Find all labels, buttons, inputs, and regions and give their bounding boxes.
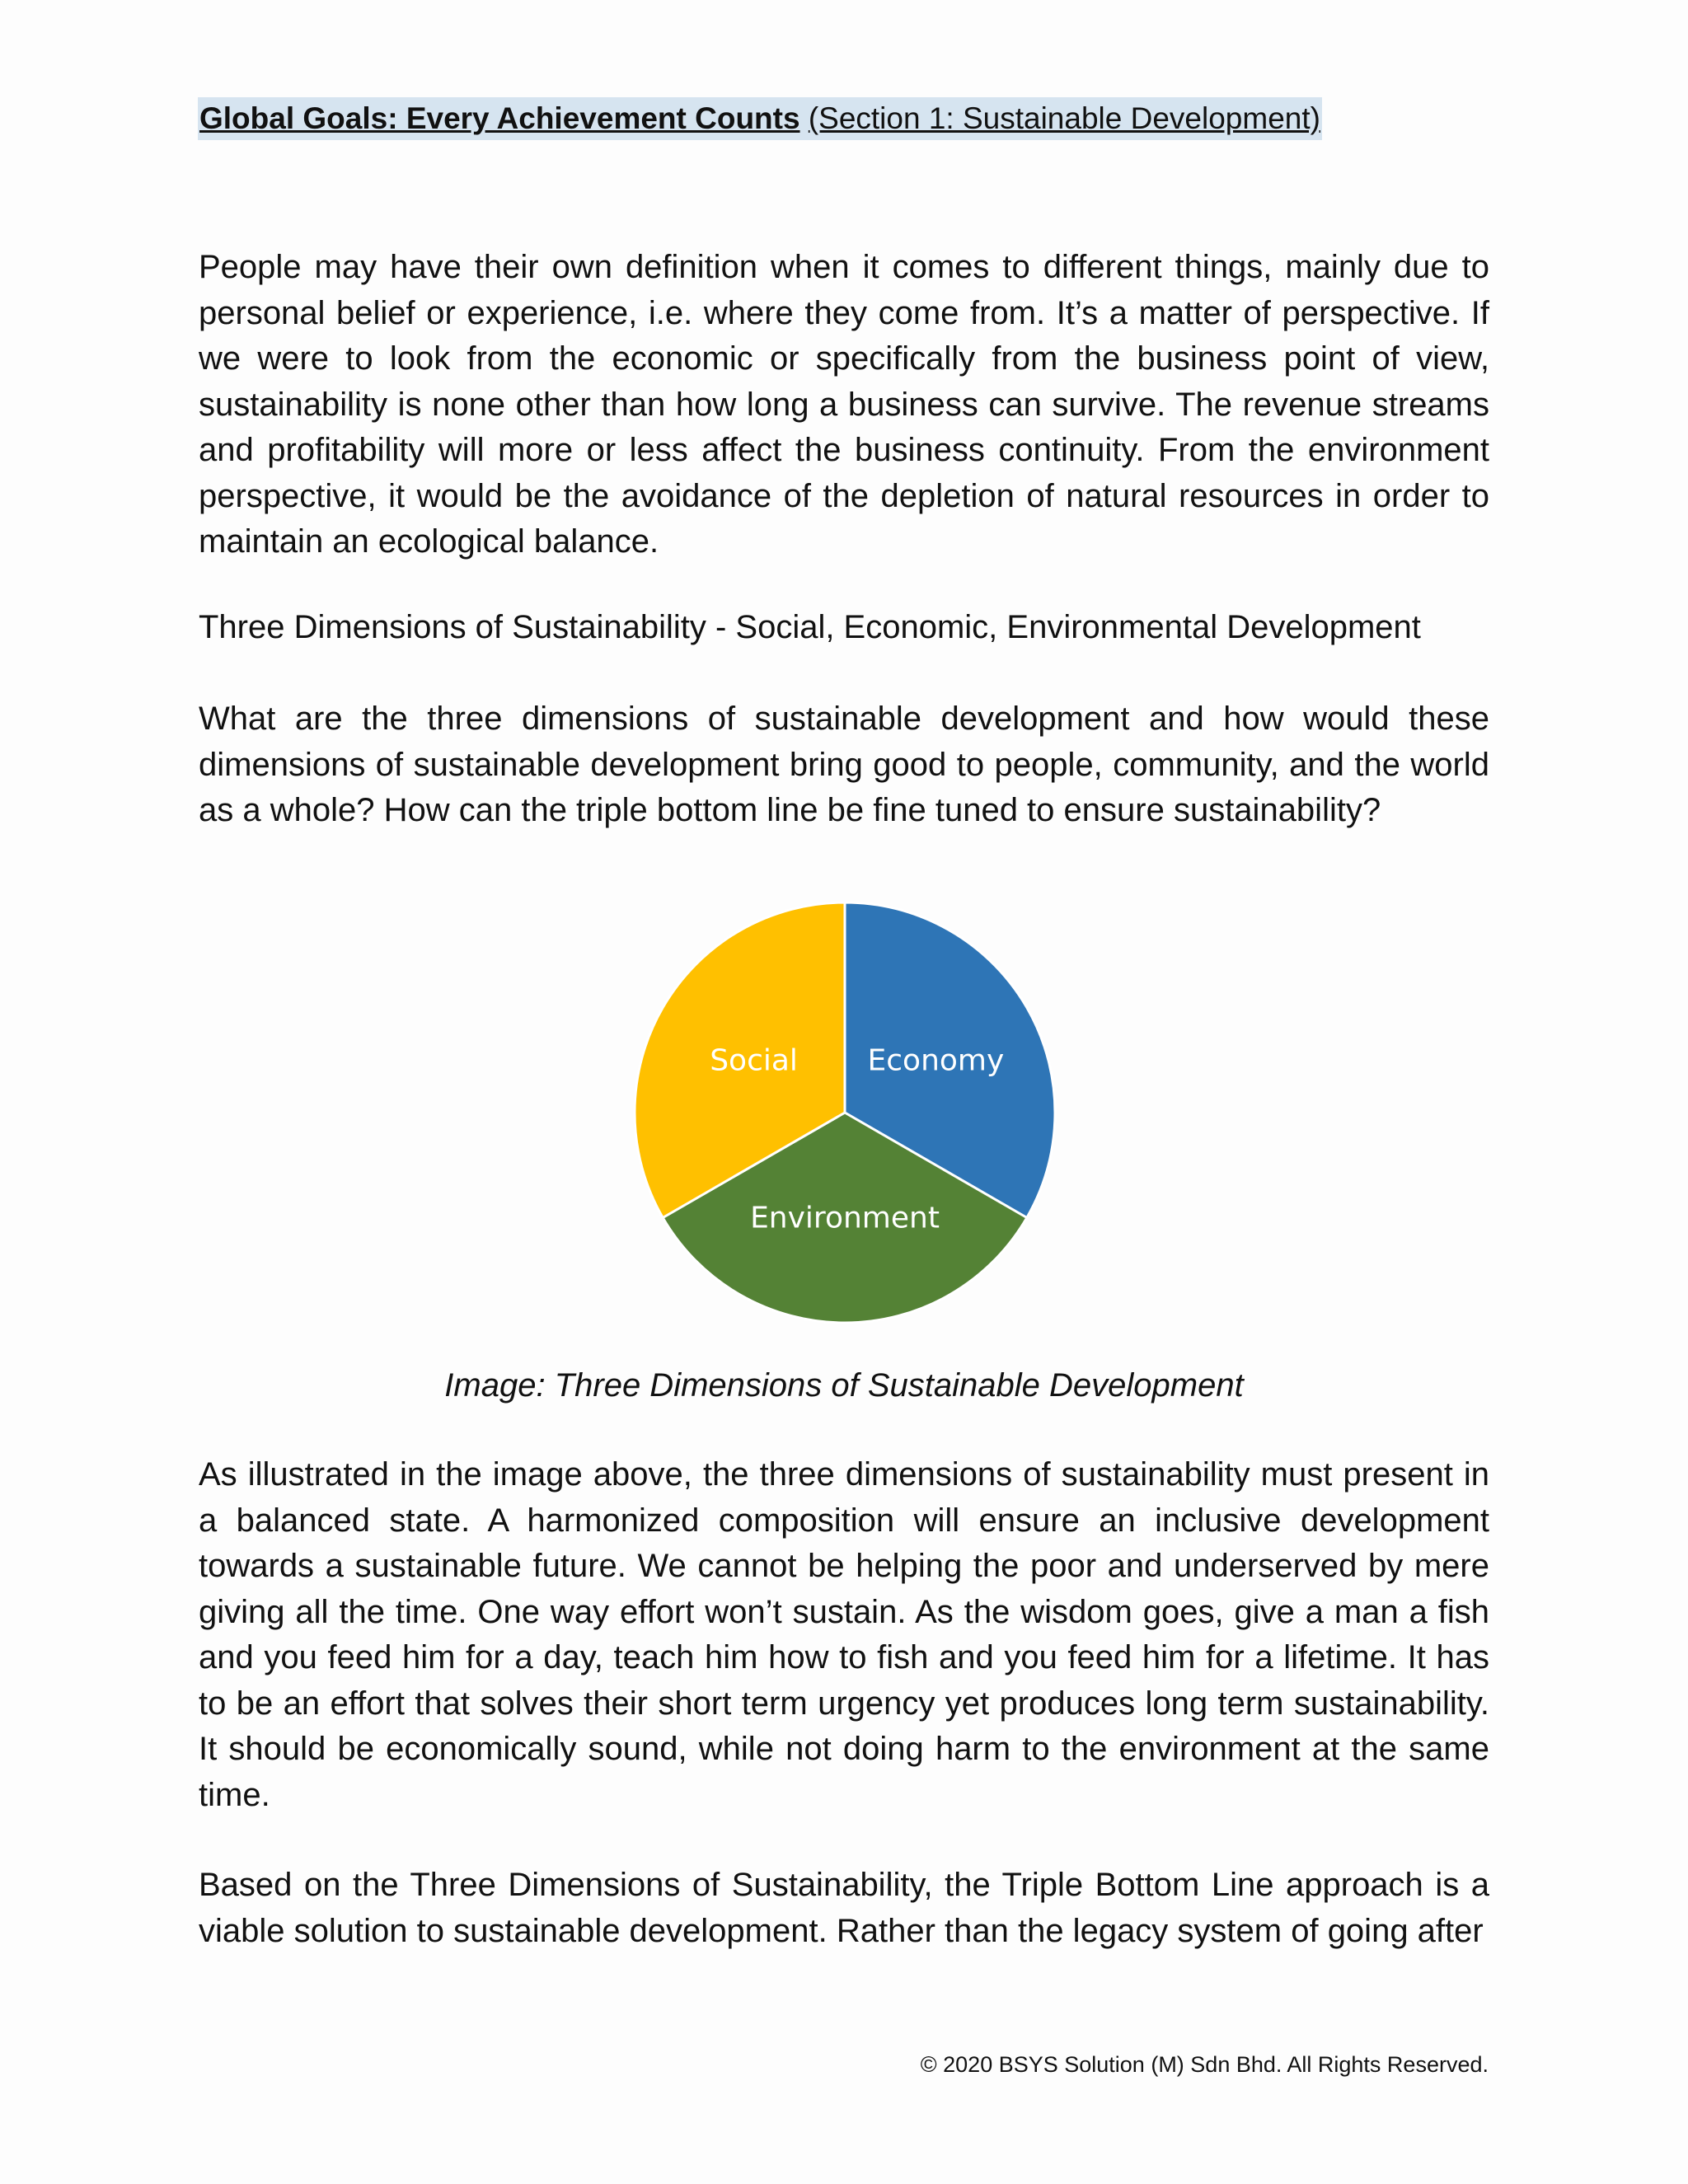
dimensions-title: Three Dimensions of Sustainability - Social, Economic, Environmental Development — [199, 609, 1421, 645]
figure-caption: Image: Three Dimensions of Sustainable Development — [444, 1367, 1244, 1404]
pie-label-social: Social — [710, 1043, 798, 1078]
question-paragraph: What are the three dimensions of sustainable development and how would these dimensions of sustainable development bring good to people, community, and the world as a whole? How can the triple bottom line be fine tuned to ensure sustainability? — [199, 701, 1489, 828]
pie-chart-svg — [626, 894, 1063, 1331]
intro-paragraph: People may have their own definition when it comes to different things, mainly due to personal belief or experience, i.e. where they come from. It’s a matter of perspective. If we were to look from the economic or specifically from the business point of view, sustainability is none other than how long a business can survive. The revenue streams and profitability will more or less affect the business continuity. From the environment perspective, it would be the avoidance of the depletion of natural resources in order to maintain an ecological balance. — [199, 249, 1489, 560]
heading-section: (Section 1: Sustainable Development) — [808, 101, 1320, 135]
balanced-paragraph: As illustrated in the image above, the three dimensions of sustainability must present in a balanced state. A harmonized composition will ensure an inclusive development towards a sustainable future. We cannot be helping the poor and underserved by mere giving all the time. One way effort won’t sustain. As the wisdom goes, give a man a fish and you feed him for a day, teach him how to fish and you feed him for a lifetime. It has to be an effort that solves their short term urgency yet produces long term sustainability. It should be economically sound, while not doing harm to the environment at the same time. — [199, 1456, 1489, 1813]
pie-label-environment: Environment — [750, 1201, 940, 1235]
heading-title: Global Goals: Every Achievement Counts — [199, 101, 800, 135]
pie-label-economy: Economy — [867, 1043, 1005, 1078]
copyright-footer: © 2020 BSYS Solution (M) Sdn Bhd. All Rights Reserved. — [920, 2052, 1489, 2077]
sustainability-pie-chart — [626, 894, 1063, 1331]
triple-bottom-line-paragraph: Based on the Three Dimensions of Sustainability, the Triple Bottom Line approach is a viable solution to sustainable development. Rather than the legacy system of going after — [199, 1867, 1489, 1949]
document-heading — [198, 97, 1322, 140]
